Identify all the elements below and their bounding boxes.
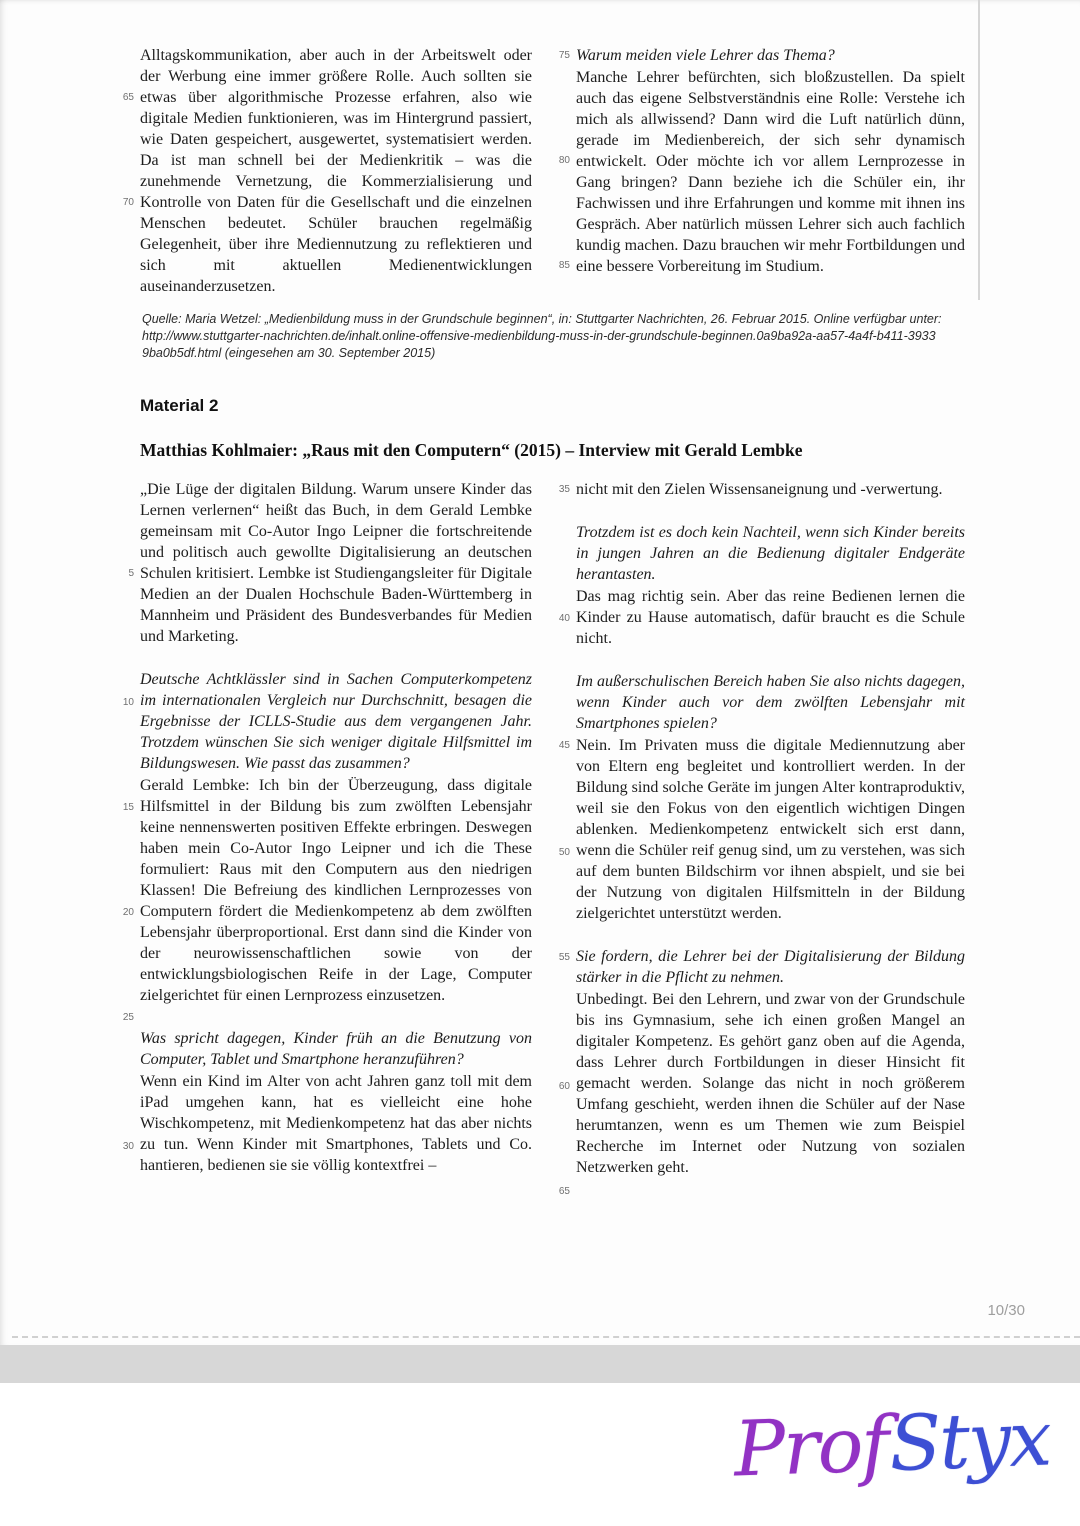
interview-left-column — [122, 479, 532, 1178]
interview-answer: Wenn ein Kind im Alter von acht Jahren ganz toll mit dem iPad umgehen kann, hat es vielleicht eine hohe Wischkompetenz, mit Medienkompetenz hat das aber nichts zu tun. Wenn Kinder mit Smartphones, Tablets und Co. hantieren, bedienen sie sie völlig kontextfrei – — [140, 1073, 532, 1174]
interview-question: Sie fordern, die Lehrer bei der Digitalisierung der Bildung stärker in die Pflicht zu nehmen. — [576, 948, 965, 986]
material-2-heading: Material 2 — [140, 396, 219, 415]
line-number: 30 — [122, 1141, 134, 1152]
interview-answer: Unbedingt. Bei den Lehrern, und zwar von der Grundschule bis ins Gymnasium, sehe ich einen großen Mangel an digitaler Kompetenz. Es gehört ganz oben auf die Agenda, dass Lehrer durch Fortbildungen in dieser Hinsicht fit gemacht werden. Solange das nicht in noch größerem Umfang geschieht, werden ihnen die Schüler auf der Nase herumtanzen, wenn es um Themen wie zum Beispiel Recherche im Internet oder Nutzung von sozialen Netzwerken geht. — [576, 991, 965, 1176]
line-number: 5 — [128, 568, 134, 579]
interview-answer: Manche Lehrer befürchten, sich bloßzustellen. Da spielt auch das eigene Selbstverständnis eine Rolle: Verstehe ich mich als allwissend? Dann wird die Luft natürlich dünn, gerade im Medienbereich, der sich sehr dynamisch entwickelt. Oder möchte ich vor allem Lernprozesse in Gang bringen? Dann beziehe ich die Schüler ein, ihr Fachwissen und ihre Erfahrungen und komme mit ihnen ins Gespräch. Aber natürlich müssen Lehrer sich auch fachlich kundig machen. Dazu brauchen wir mehr Fortbildungen und eine bessere Vorbereitung im Studium. — [576, 69, 965, 275]
line-number: 20 — [122, 907, 134, 918]
interview-answer-continuation: nicht mit den Zielen Wissensaneignung und -verwertung. — [576, 481, 943, 498]
line-number: 80 — [558, 155, 570, 166]
interview-intro: „Die Lüge der digitalen Bildung. Warum unsere Kinder das Lernen verlernen“ heißt das Buch, in dem Gerald Lembke gemeinsam mit Co-Autor Ingo Leipner die fortschreitende und politisch auch gewollte Digitalisierung an deutschen Schulen kritisiert. Lembke ist Studiengangsleiter für Digitale Medien an der Dualen Hochschule Baden-Württemberg in Mannheim und Präsident des Bundesverbandes für Medien und Marketing. — [140, 481, 532, 645]
watermark-signature — [732, 1384, 1051, 1505]
line-number: 70 — [122, 197, 134, 208]
line-number: 75 — [558, 50, 570, 61]
line-number: 15 — [122, 802, 134, 813]
line-number: 50 — [558, 847, 570, 858]
line-number: 65 — [122, 92, 134, 103]
line-number: 85 — [558, 260, 570, 271]
line-number: 40 — [558, 613, 570, 624]
signature-styx-text: Styx — [888, 1393, 1052, 1489]
material-1-left-column — [122, 45, 532, 297]
page-number: 10/30 — [987, 1302, 1025, 1319]
viewer-bottom-area — [0, 1383, 1080, 1526]
line-number: 10 — [122, 697, 134, 708]
page-bottom-dashed-divider — [12, 1336, 1080, 1338]
material-1-left-paragraph: Alltagskommunikation, aber auch in der Arbeitswelt oder der Werbung eine immer größere Rolle. Auch sollten sie etwas über algorithmische Prozesse erfahren, also wie digitale Medien funktionieren, was im Hintergrund passiert, wie Daten gespeichert, ausgewertet, systematisiert werden. Da ist man schnell bei der Medienkritik – was die zunehmende Vernetzung, die Kommerzialisierung und Kontrolle von Daten für die Gesellschaft und die einzelnen Menschen bedeutet. Schüler brauchen regelmäßig Gelegenheit, über ihre Mediennutzung zu reflektieren und sich mit aktuellen Medienentwicklungen auseinanderzusetzen. — [140, 47, 532, 295]
interview-answer: Gerald Lembke: Ich bin der Überzeugung, dass digitale Hilfsmittel in der Bildung bis zum zwölften Lebensjahr keine nennenswerten positiven Effekte erbringen. Deswegen haben mein Co-Autor Ingo Leipner und ich die These formuliert: Raus mit den Computern aus den niedrigen Klassen! Die Befreiung des kindlichen Lernprozesses von Computern fördert die Medienkompetenz ab dem zwölften Lebensjahr überproportional. Erst dann sind die Kinder von der neurowissenschaftlichen sowie von der entwicklungsbiologischen Reife in der Lage, Computer zielgerichtet für einen Lernprozess einzusetzen. — [140, 777, 532, 1004]
line-number: 60 — [558, 1081, 570, 1092]
interview-answer: Das mag richtig sein. Aber das reine Bedienen lernen die Kinder zu Hause automatisch, dafür braucht es die Schule nicht. — [576, 588, 965, 647]
line-number: 35 — [558, 484, 570, 495]
interview-question: Deutsche Achtklässler sind in Sachen Computerkompetenz im internationalen Vergleich nur Durchschnitt, besagen die Ergebnisse der ICLLS-Studie aus dem vergangenen Jahr. Trotzdem wünschen Sie sich weniger digitale Hilfsmittel im Bildungswesen. Wie passt das zusammen? — [140, 671, 532, 772]
line-number: 45 — [558, 740, 570, 751]
line-number: 55 — [558, 952, 570, 963]
signature-prof-text: Prof — [732, 1399, 890, 1494]
viewer-gray-band — [0, 1345, 1080, 1383]
source-citation: Quelle: Maria Wetzel: „Medienbildung muss in der Grundschule beginnen“, in: Stuttgarter Nachrichten, 26. Februar 2015. Online verfügbar unter: http://www.stuttgarter-nachrichten.de/inhalt.online-offensive-medienbildung-muss-in-der-grundschule-beginnen.0a9ba92a-aa57-4a4f-b411-39339ba0b5df.html (eingesehen am 30. September 2015) — [142, 312, 942, 360]
interview-question: Trotzdem ist es doch kein Nachteil, wenn sich Kinder bereits in jungen Jahren an die Bedienung digitaler Endgeräte herantasten. — [576, 524, 965, 583]
material-1-continuation — [122, 45, 965, 297]
material-1-right-column — [558, 45, 965, 297]
material-2-interview — [122, 479, 965, 1197]
line-number: 25 — [122, 1012, 134, 1023]
line-number: 65 — [558, 1186, 570, 1197]
interview-question: Warum meiden viele Lehrer das Thema? — [576, 47, 835, 64]
interview-question: Im außerschulischen Bereich haben Sie also nichts dagegen, wenn Kinder auch vor dem zwölften Lebensjahr mit Smartphones spielen? — [576, 673, 965, 732]
interview-right-column — [558, 479, 965, 1197]
interview-answer: Nein. Im Privaten muss die digitale Mediennutzung aber von Eltern eng begleitet und kontrolliert werden. In der Bildung sind solche Geräte im jungen Alter kontraproduktiv, weil sie den Fokus von den eigentlich wichtigen Dingen ablenken. Medienkompetenz entwickelt sich erst dann, wenn die Schüler reif genug sind, um zu verstehen, was sich auf dem bunten Bildschirm vor ihnen abspielt, und sie bei der Nutzung von digitalen Hilfsmitteln in der Bildung zielgerichtet unterstützt werden. — [576, 737, 965, 922]
interview-title: Matthias Kohlmaier: „Raus mit den Computern“ (2015) – Interview mit Gerald Lembke — [140, 440, 803, 460]
interview-question: Was spricht dagegen, Kinder früh an die Benutzung von Computer, Tablet und Smartphone heranzuführen? — [140, 1030, 532, 1068]
